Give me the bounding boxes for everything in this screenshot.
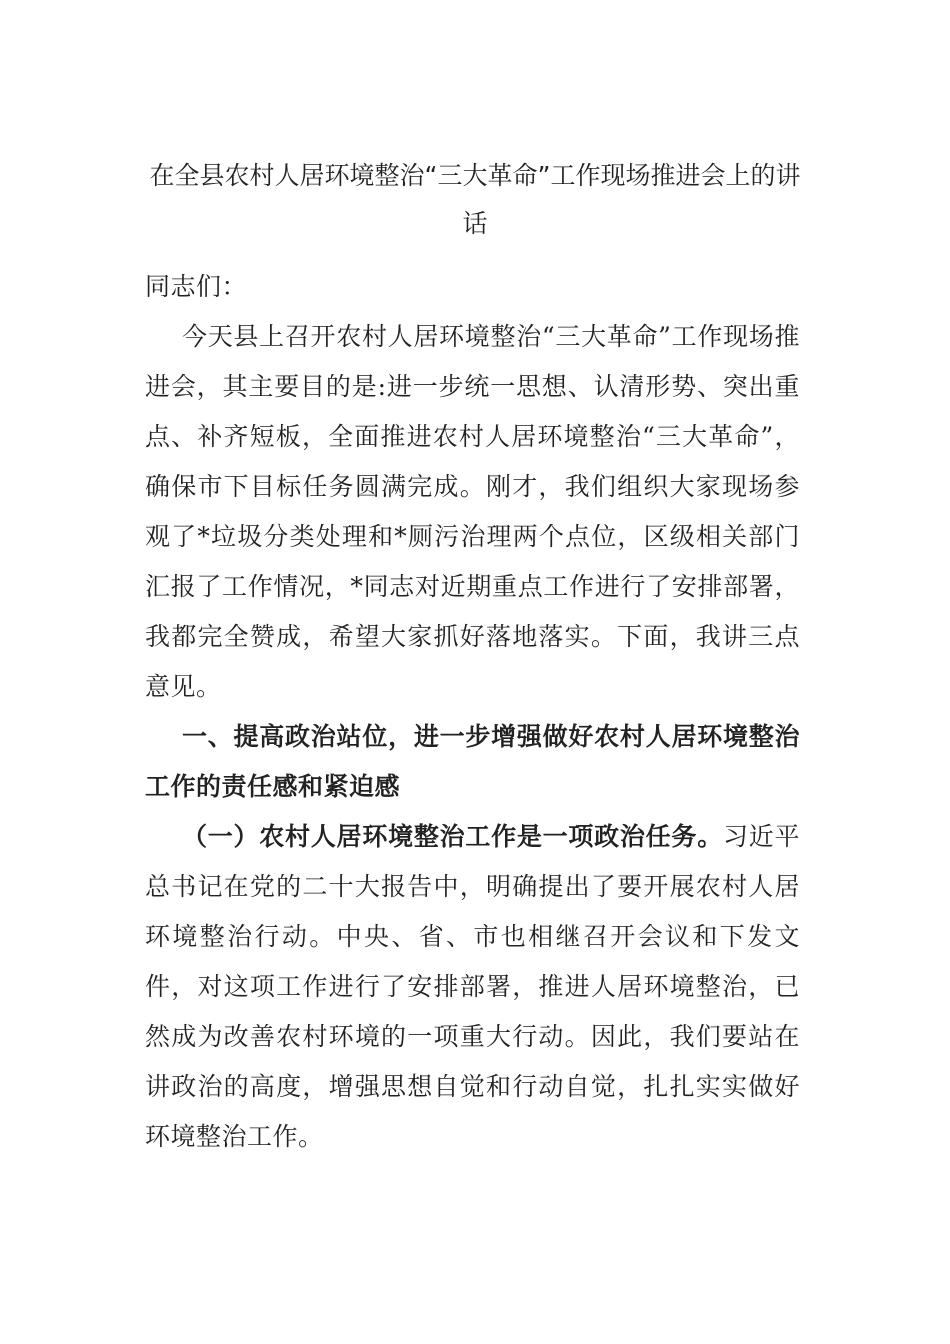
subsection-1-paragraph [145,812,800,1162]
subsection-1-body: 习近平总书记在党的二十大报告中，明确提出了要开展农村人居环境整治行动。中央、省、市也相继召开会议和下发文件，对这项工作进行了安排部署，推进人居环境整治，已然成为改善农村环境的一项重大行动。因此，我们要站在讲政治的高度，增强思想自觉和行动自觉，扎扎实实做好环境整治工作。 [145,822,800,1151]
section-1-heading: 一、提高政治站位，进一步增强做好农村人居环境整治工作的责任感和紧迫感 [145,722,800,801]
document-body [145,262,800,1162]
intro-paragraph: 今天县上召开农村人居环境整治“三大革命”工作现场推进会，其主要目的是:进一步统一思想、认清形势、突出重点、补齐短板，全面推进农村人居环境整治“三大革命”，确保市下目标任务圆满完成。刚才，我们组织大家现场参观了*垃圾分类处理和*厕污治理两个点位，区级相关部门汇报了工作情况，*同志对近期重点工作进行了安排部署，我都完全赞成，希望大家抓好落地落实。下面，我讲三点意见。 [145,322,800,701]
salutation: 同志们： [145,272,248,301]
subsection-1-heading: （一）农村人居环境整治工作是一项政治任务。 [182,822,723,851]
document-title: 在全县农村人居环境整治“三大革命”工作现场推进会上的讲话 [149,161,801,238]
